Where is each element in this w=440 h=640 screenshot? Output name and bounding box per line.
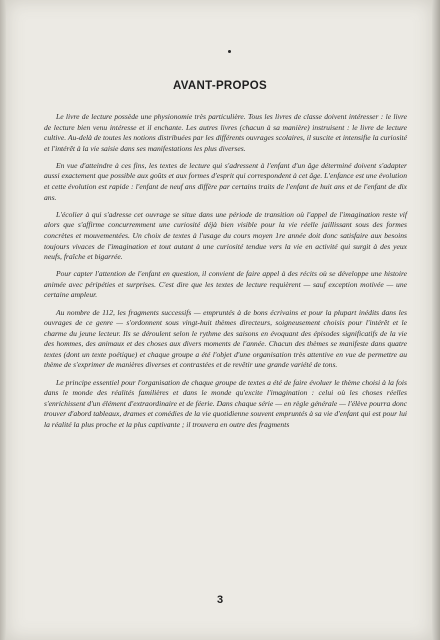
- page-title: AVANT-PROPOS: [173, 80, 267, 92]
- ink-dot-mark: [228, 50, 231, 53]
- body-text: [44, 112, 407, 437]
- paragraph-5: Au nombre de 112, les fragments successifs — empruntés à de bons écrivains et pour la plupart inédits dans les ouvrages de ce genre — s'ordonnent sous vingt-huit thèmes directeurs, soigneusement choisis pour l'intérêt et le charme du jeune lecteur. Ils se déroulent selon le rythme des saisons en évoquant des épisodes significatifs de la vie des hommes, des animaux et des choses aux divers moments de l'année. Chacun des thèmes se manifeste dans quatre textes (dont un texte poétique) et chaque groupe a été l'objet d'une organisation très attentive en vue de permettre au thème de s'exprimer de manières diverses et contrastées et de revêtir une grande variété de tons.: [44, 307, 407, 370]
- paragraph-6: Le principe essentiel pour l'organisation de chaque groupe de textes a été de faire évoluer le thème choisi à la fois dans le monde des réalités familières et dans le monde qu'excite l'imagination : celui où les choses réelles s'enrichissent d'un élément d'extraordinaire et de féerie. Dans chaque série — en règle générale — l'élève pourra donc trouver d'abord tableaux, drames et comédies de la vie quotidienne souvent empruntés à sa vie d'enfant qui est pour lui la réalité la plus proche et la plus captivante ; il trouvera en outre des fragments: [44, 377, 407, 429]
- paragraph-3: L'écolier à qui s'adresse cet ouvrage se situe dans une période de transition où l'appel de l'imagination reste vif alors que s'affirme concurremment une curiosité déjà bien visible pour la vie réelle jaillissant sous des formes concrètes et mouvementées. Un choix de textes à l'usage du cours moyen 1re année doit donc satisfaire aux besoins toujours vivaces de l'imagination et tout autant à une curiosité tendue vers la vie en activité qui surgit à des yeux neufs, fraîche et bigarrée.: [44, 209, 407, 262]
- paragraph-2: En vue d'atteindre à ces fins, les textes de lecture qui s'adressent à l'enfant d'un âge déterminé doivent s'adapter aussi exactement que possible aux goûts et aux formes d'esprit qui correspondent à cet âge. L'enfance est une évolution et cette évolution est rapide : l'enfant de neuf ans diffère par certains traits de l'enfant de huit ans et de l'enfant de dix ans.: [44, 160, 407, 202]
- paragraph-4: Pour capter l'attention de l'enfant en question, il convient de faire appel à des récits où se développe une histoire animée avec péripéties et surprises. C'est dire que les textes de lecture requièrent — sauf exception motivée — une certaine ampleur.: [44, 269, 407, 300]
- paragraph-1: Le livre de lecture possède une physionomie très particulière. Tous les livres de classe doivent intéresser : le livre de lecture bien venu intéresse et il enchante. Les autres livres (chacun à sa manière) instruisent : le livre de lecture cultive. Au-delà de toutes les notions distribuées par les différents ouvrages scolaires, il suscite et intensifie la curiosité et l'intérêt à la vie saisie dans ses manifestations les plus diverses.: [44, 112, 407, 153]
- page-number: 3: [216, 594, 224, 606]
- page-right-edge: [432, 0, 440, 640]
